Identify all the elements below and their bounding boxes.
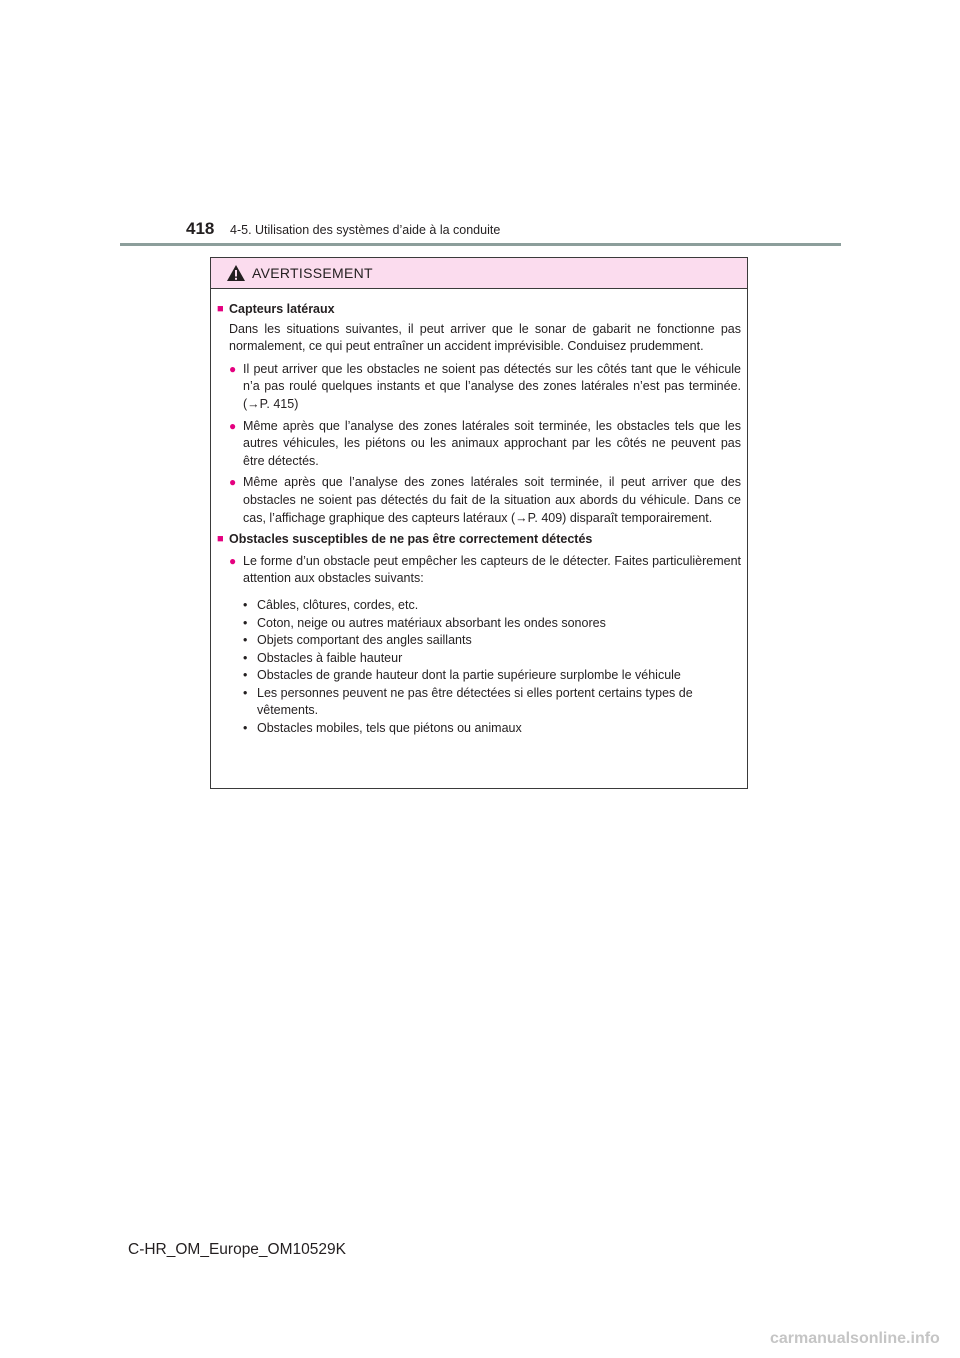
dot-bullet-icon: • bbox=[243, 633, 248, 648]
section-title: 4-5. Utilisation des systèmes d’aide à la conduite bbox=[230, 223, 501, 237]
sub-list-item bbox=[243, 597, 741, 615]
list-item-text: Même après que l’analyse des zones latérales soit terminée, il peut arriver que des obstacles ne soient pas détectés du fait de la situation aux abords du véhicule. Dans ce cas, l’affichage graphique des capteurs latéraux (→P. 409) disparaît temporairement. bbox=[243, 475, 741, 525]
dot-bullet-icon: • bbox=[243, 650, 248, 665]
list-item bbox=[229, 361, 741, 414]
dot-bullet-icon: • bbox=[243, 668, 248, 683]
dot-bullet-icon: • bbox=[243, 685, 248, 700]
warning-title: AVERTISSEMENT bbox=[252, 265, 373, 281]
sub-list-item bbox=[243, 667, 741, 685]
circle-bullet-icon: ● bbox=[229, 418, 237, 433]
circle-bullet-icon: ● bbox=[229, 475, 237, 490]
list-item-text: Le forme d’un obstacle peut empêcher les capteurs de le détecter. Faites particulièrement attention aux obstacles suivants: bbox=[243, 553, 741, 586]
list-item-text: Il peut arriver que les obstacles ne soient pas détectés sur les côtés tant que le véhicule n’a pas roulé quelques instants et que l’analyse des zones latérales n’est pas terminée. (→P. 415) bbox=[243, 361, 741, 411]
obstacle-list bbox=[243, 597, 741, 738]
watermark: carmanualsonline.info bbox=[770, 1330, 940, 1347]
warning-box bbox=[210, 257, 748, 789]
warning-body bbox=[211, 289, 747, 738]
sub-list-item-text: Obstacles de grande hauteur dont la partie supérieure surplombe le véhicule bbox=[257, 668, 681, 683]
square-bullet-icon: ■ bbox=[217, 533, 224, 546]
list-item bbox=[229, 553, 741, 588]
warning-header bbox=[211, 258, 747, 289]
list-item bbox=[229, 418, 741, 471]
sub-list-item bbox=[243, 632, 741, 650]
sub-list-item bbox=[243, 615, 741, 633]
heading-text: Capteurs latéraux bbox=[229, 302, 335, 316]
sub-list-item bbox=[243, 650, 741, 668]
dot-bullet-icon: • bbox=[243, 597, 248, 612]
list-item-text: Même après que l’analyse des zones latérales soit terminée, les obstacles tels que les autres véhicules, les piétons ou les animaux approchant par les côtés ne peuvent pas être détectés. bbox=[243, 418, 741, 468]
intro-paragraph: Dans les situations suivantes, il peut arriver que le sonar de gabarit ne fonctionne pas normalement, ce qui peut entraîner un accident imprévisible. Conduisez prudemment. bbox=[229, 321, 741, 354]
square-bullet-icon: ■ bbox=[217, 303, 224, 315]
sub-list-item-text: Obstacles mobiles, tels que piétons ou animaux bbox=[257, 721, 522, 736]
section-heading bbox=[217, 531, 741, 549]
warning-triangle-icon bbox=[226, 264, 246, 282]
list-item bbox=[229, 474, 741, 527]
page-number: 418 bbox=[186, 219, 215, 238]
circle-bullet-icon: ● bbox=[229, 553, 237, 568]
heading-text: Obstacles susceptibles de ne pas être correctement détectés bbox=[229, 532, 593, 547]
sub-list-item-text: Coton, neige ou autres matériaux absorbant les ondes sonores bbox=[257, 615, 606, 630]
dot-bullet-icon: • bbox=[243, 615, 248, 630]
sub-list-item bbox=[243, 685, 741, 720]
dot-bullet-icon: • bbox=[243, 721, 248, 736]
document-code: C-HR_OM_Europe_OM10529K bbox=[128, 1241, 346, 1258]
sub-list-item bbox=[243, 720, 741, 738]
sub-list-item-text: Câbles, clôtures, cordes, etc. bbox=[257, 597, 419, 612]
sub-list-item-text: Les personnes peuvent ne pas être détectées si elles portent certains types de vêtements. bbox=[257, 685, 693, 718]
circle-bullet-icon: ● bbox=[229, 361, 237, 376]
sub-list-item-text: Objets comportant des angles saillants bbox=[257, 633, 472, 648]
sub-list-item-text: Obstacles à faible hauteur bbox=[257, 650, 403, 665]
section-heading bbox=[217, 301, 741, 319]
header-rule bbox=[120, 243, 841, 246]
